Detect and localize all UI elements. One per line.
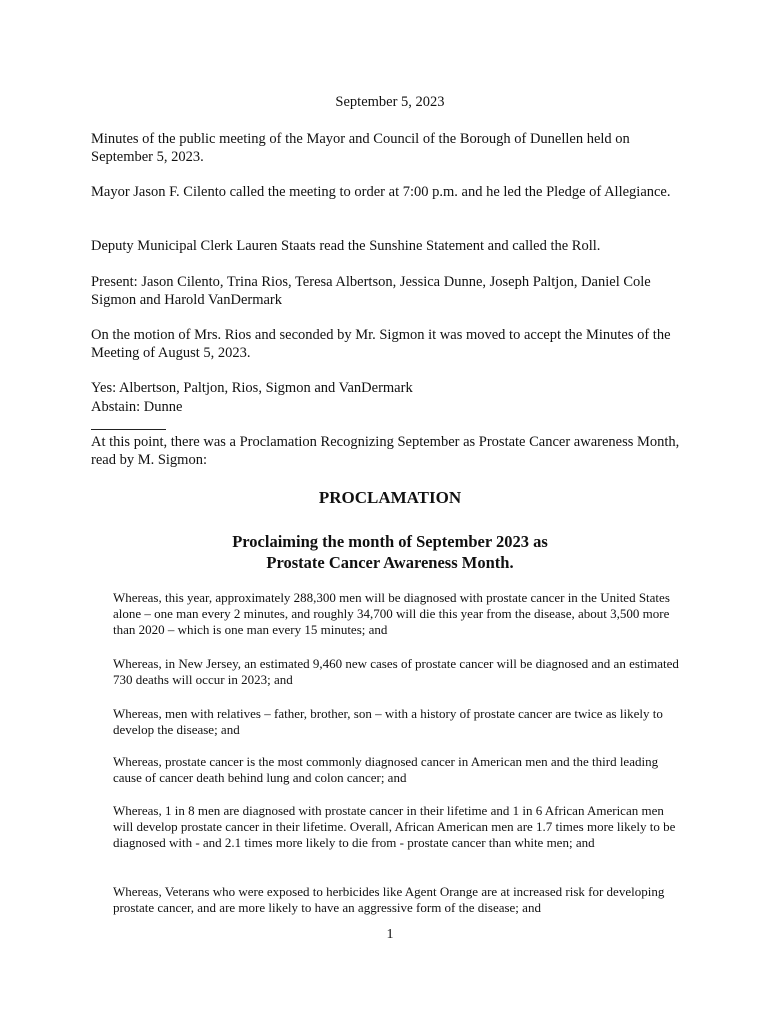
whereas-clause: Whereas, 1 in 8 men are diagnosed with prostate cancer in their lifetime and 1 in 6 African American men will develop prostate cancer in their lifetime. Overall, African American men are 1.7 times more likely to be diagnosed with - and 2.1 times more likely to die from - prostate cancer than white men; and	[113, 803, 676, 850]
call-to-order-paragraph: Mayor Jason F. Cilento called the meeting to order at 7:00 p.m. and he led the Pledge of Allegiance.	[91, 184, 671, 200]
sunshine-statement-paragraph: Deputy Municipal Clerk Lauren Staats read the Sunshine Statement and called the Roll.	[91, 238, 601, 254]
vote-yes-line: Yes: Albertson, Paltjon, Rios, Sigmon and VanDermark	[91, 380, 413, 396]
motion-paragraph: On the motion of Mrs. Rios and seconded by Mr. Sigmon it was moved to accept the Minutes of the Meeting of August 5, 2023.	[91, 327, 671, 361]
proclamation-intro-paragraph: At this point, there was a Proclamation Recognizing September as Prostate Cancer awareness Month, read by M. Sigmon:	[91, 434, 680, 468]
meeting-date: September 5, 2023	[335, 94, 445, 110]
proclamation-subtitle-line-2: Prostate Cancer Awareness Month.	[266, 553, 514, 572]
whereas-clause: Whereas, Veterans who were exposed to herbicides like Agent Orange are at increased risk for developing prostate cancer, and are more likely to have an aggressive form of the disease; and	[113, 884, 665, 915]
page-number: 1	[386, 927, 394, 942]
whereas-clause: Whereas, prostate cancer is the most commonly diagnosed cancer in American men and the third leading cause of cancer death behind lung and colon cancer; and	[113, 754, 659, 785]
vote-abstain-line: Abstain: Dunne	[91, 399, 183, 415]
whereas-clause: Whereas, this year, approximately 288,300 men will be diagnosed with prostate cancer in the United States alone – one man every 2 minutes, and roughly 34,700 will die this year from the disease, about 3,500 more than 2020 – which is one man every 15 minutes; and	[113, 590, 670, 637]
minutes-intro-paragraph: Minutes of the public meeting of the Mayor and Council of the Borough of Dunellen held on September 5, 2023.	[91, 131, 630, 165]
proclamation-heading: PROCLAMATION	[318, 488, 462, 507]
attendance-paragraph: Present: Jason Cilento, Trina Rios, Teresa Albertson, Jessica Dunne, Joseph Paltjon, Daniel Cole Sigmon and Harold VanDermark	[91, 274, 651, 308]
proclamation-subtitle-line-1: Proclaiming the month of September 2023 as	[232, 532, 548, 551]
separator-line	[91, 429, 166, 430]
whereas-clause: Whereas, men with relatives – father, brother, son – with a history of prostate cancer are twice as likely to develop the disease; and	[113, 706, 663, 737]
whereas-clause: Whereas, in New Jersey, an estimated 9,460 new cases of prostate cancer will be diagnosed and an estimated 730 deaths will occur in 2023; and	[113, 656, 679, 687]
